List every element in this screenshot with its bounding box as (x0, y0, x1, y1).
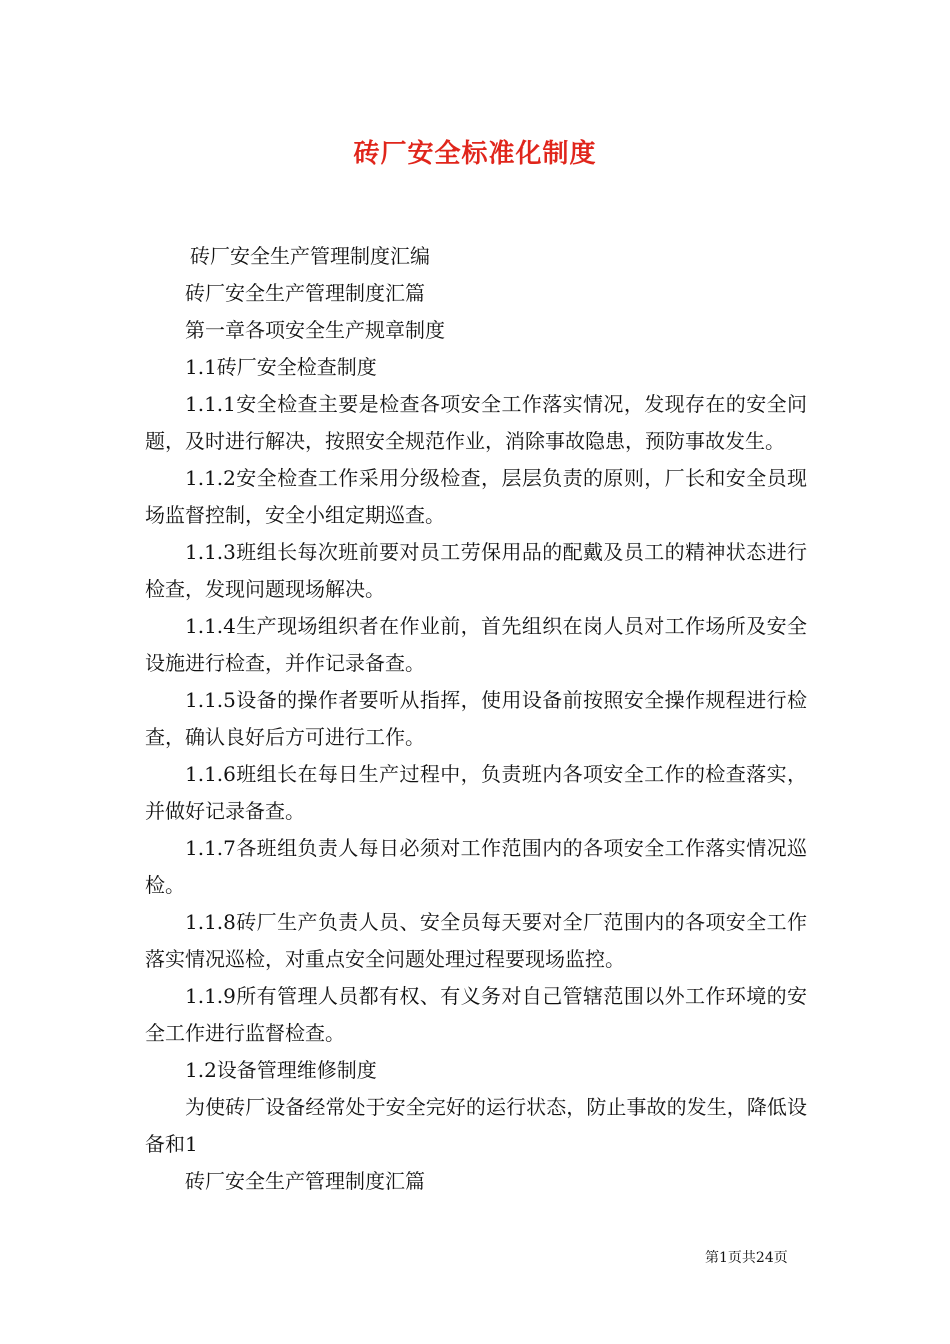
page-number: 第1页共24页 (705, 1250, 788, 1266)
paragraph: 1.1.3班组长每次班前要对员工劳保用品的配戴及员工的精神状态进行检查，发现问题现场解决。 (145, 540, 807, 601)
paragraph: 1.1.6班组长在每日生产过程中，负责班内各项安全工作的检查落实，并做好记录备查。 (145, 762, 807, 823)
paragraph: 砖厂安全生产管理制度汇篇 (185, 281, 425, 305)
paragraph: 1.1砖厂安全检查制度 (185, 355, 377, 379)
paragraph: 砖厂安全生产管理制度汇编 (190, 244, 430, 268)
paragraph: 1.1.2安全检查工作采用分级检查，层层负责的原则，厂长和安全员现场监督控制，安全小组定期巡查。 (145, 466, 807, 527)
document-title: 砖厂安全标准化制度 (353, 139, 597, 169)
document-body (145, 238, 807, 1200)
paragraph: 砖厂安全生产管理制度汇篇 (185, 1169, 425, 1193)
paragraph: 1.1.1安全检查主要是检查各项安全工作落实情况，发现存在的安全问题，及时进行解决，按照安全规范作业，消除事故隐患，预防事故发生。 (145, 392, 807, 453)
paragraph: 1.1.7各班组负责人每日必须对工作范围内的各项安全工作落实情况巡检。 (145, 836, 807, 897)
paragraph: 第一章各项安全生产规章制度 (185, 318, 445, 342)
paragraph: 1.1.8砖厂生产负责人员、安全员每天要对全厂范围内的各项安全工作落实情况巡检，对重点安全问题处理过程要现场监控。 (145, 910, 807, 971)
paragraph: 1.1.9所有管理人员都有权、有义务对自己管辖范围以外工作环境的安全工作进行监督检查。 (145, 984, 807, 1045)
paragraph: 1.1.4生产现场组织者在作业前，首先组织在岗人员对工作场所及安全设施进行检查，并作记录备查。 (145, 614, 807, 675)
paragraph: 1.2设备管理维修制度 (185, 1058, 377, 1082)
paragraph: 为使砖厂设备经常处于安全完好的运行状态，防止事故的发生，降低设备和1 (145, 1095, 807, 1156)
paragraph: 1.1.5设备的操作者要听从指挥，使用设备前按照安全操作规程进行检查，确认良好后方可进行工作。 (145, 688, 807, 749)
